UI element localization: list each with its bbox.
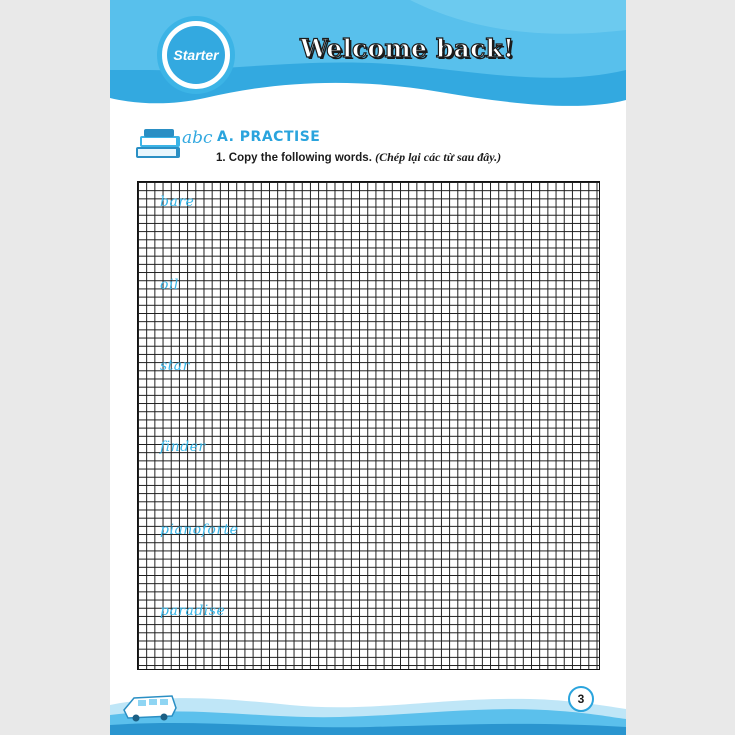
trace-word-5: pianoforte xyxy=(160,522,239,538)
starter-badge xyxy=(157,16,235,94)
books-icon xyxy=(134,127,184,161)
starter-badge-inner xyxy=(167,26,225,84)
abc-label: abc xyxy=(182,128,213,148)
page-number: 3 xyxy=(568,686,594,712)
trace-word-1: bare xyxy=(160,194,195,210)
instruction-vietnamese: (Chép lại các từ sau đây.) xyxy=(375,150,502,164)
trace-word-6: paradise xyxy=(160,603,226,619)
bus-icon xyxy=(120,692,180,724)
starter-label: Starter xyxy=(173,47,219,63)
page-title: Welcome back! xyxy=(300,34,515,63)
instruction-english: 1. Copy the following words. xyxy=(216,152,372,164)
handwriting-grid[interactable] xyxy=(137,181,600,670)
section-title: A. PRACTISE xyxy=(217,129,321,145)
workbook-page xyxy=(110,0,626,735)
instruction xyxy=(216,150,501,165)
trace-word-3: star xyxy=(160,358,190,374)
footer-waves xyxy=(110,675,626,735)
trace-word-4: finder xyxy=(160,439,206,455)
trace-word-2: oil xyxy=(160,277,179,293)
